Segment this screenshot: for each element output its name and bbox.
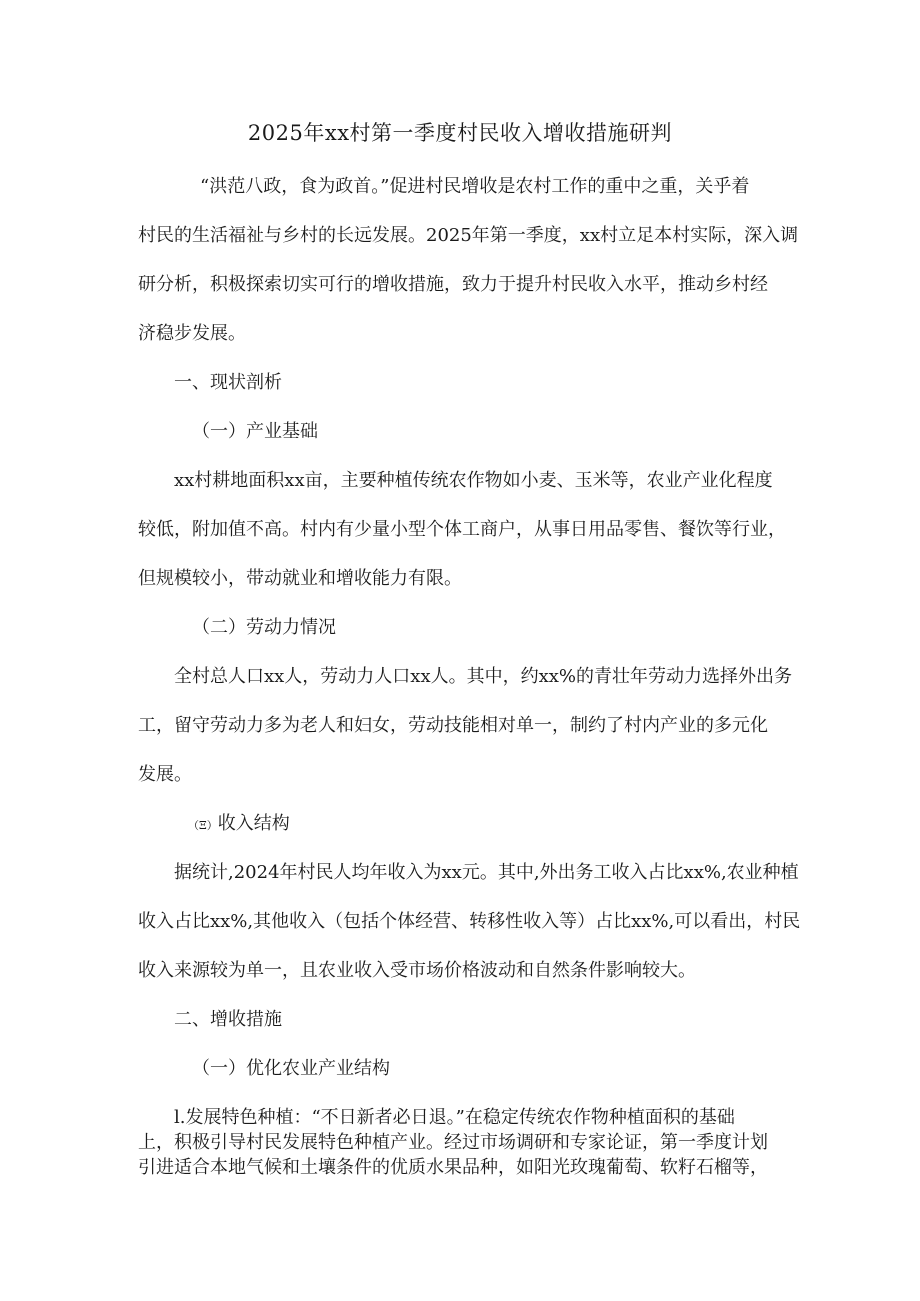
subsection-heading-3 [188, 809, 290, 841]
subsection-3-prefix: （Ξ） [188, 819, 218, 832]
sub4-line-1: l.发展特色种植：“不日新者必日退。”在稳定传统农作物种植面积的基础 [174, 1107, 735, 1128]
sub1-line-1: xx村耕地面积xx亩，主要种植传统农作物如小麦、玉米等，农业产业化程度 [174, 470, 773, 491]
section-heading-1: 一、现状剖析 [174, 372, 282, 393]
sub4-line-2: 上，积极引导村民发展特色种植产业。经过市场调研和专家论证，第一季度计划 [138, 1132, 768, 1153]
document-title: 2025年xx村第一季度村民收入增收措施研判 [247, 121, 673, 145]
sub1-line-3: 但规模较小，带动就业和增收能力有限。 [138, 568, 462, 589]
intro-line-4: 济稳步发展。 [138, 323, 246, 344]
sub2-line-2: 工，留守劳动力多为老人和妇女，劳动技能相对单一，制约了村内产业的多元化 [138, 715, 768, 736]
sub2-line-1: 全村总人口xx人，劳动力人口xx人。其中，约xx%的青壮年劳动力选择外出务 [174, 666, 793, 687]
intro-line-1: “洪范八政，食为政首。”促进村民增收是农村工作的重中之重，关乎着 [200, 176, 750, 197]
sub1-line-2: 较低，附加值不高。村内有少量小型个体工商户，从事日用品零售、餐饮等行业， [138, 519, 786, 540]
sub3-line-2: 收入占比xx%,其他收入（包括个体经营、转移性收入等）占比xx%,可以看出，村民 [138, 911, 801, 932]
subsection-heading-1: （一）产业基础 [192, 421, 318, 442]
intro-line-2: 村民的生活福祉与乡村的长远发展。2025年第一季度，xx村立足本村实际，深入调 [138, 225, 799, 246]
subsection-heading-4: （一）优化农业产业结构 [192, 1058, 390, 1079]
sub3-line-3: 收入来源较为单一，且农业收入受市场价格波动和自然条件影响较大。 [138, 960, 696, 981]
sub4-line-3: 引进适合本地气候和土壤条件的优质水果品种，如阳光玫瑰葡萄、软籽石榴等， [138, 1157, 768, 1178]
section-heading-2: 二、增收措施 [174, 1009, 282, 1030]
subsection-heading-2: （二）劳动力情况 [192, 617, 336, 638]
intro-line-3: 研分析，积极探索切实可行的增收措施，致力于提升村民收入水平，推动乡村经 [138, 274, 768, 295]
sub3-line-1: 据统计,2024年村民人均年收入为xx元。其中,外出务工收入占比xx%,农业种植 [174, 862, 799, 883]
sub2-line-3: 发展。 [138, 764, 192, 785]
subsection-3-label: 收入结构 [217, 813, 290, 834]
